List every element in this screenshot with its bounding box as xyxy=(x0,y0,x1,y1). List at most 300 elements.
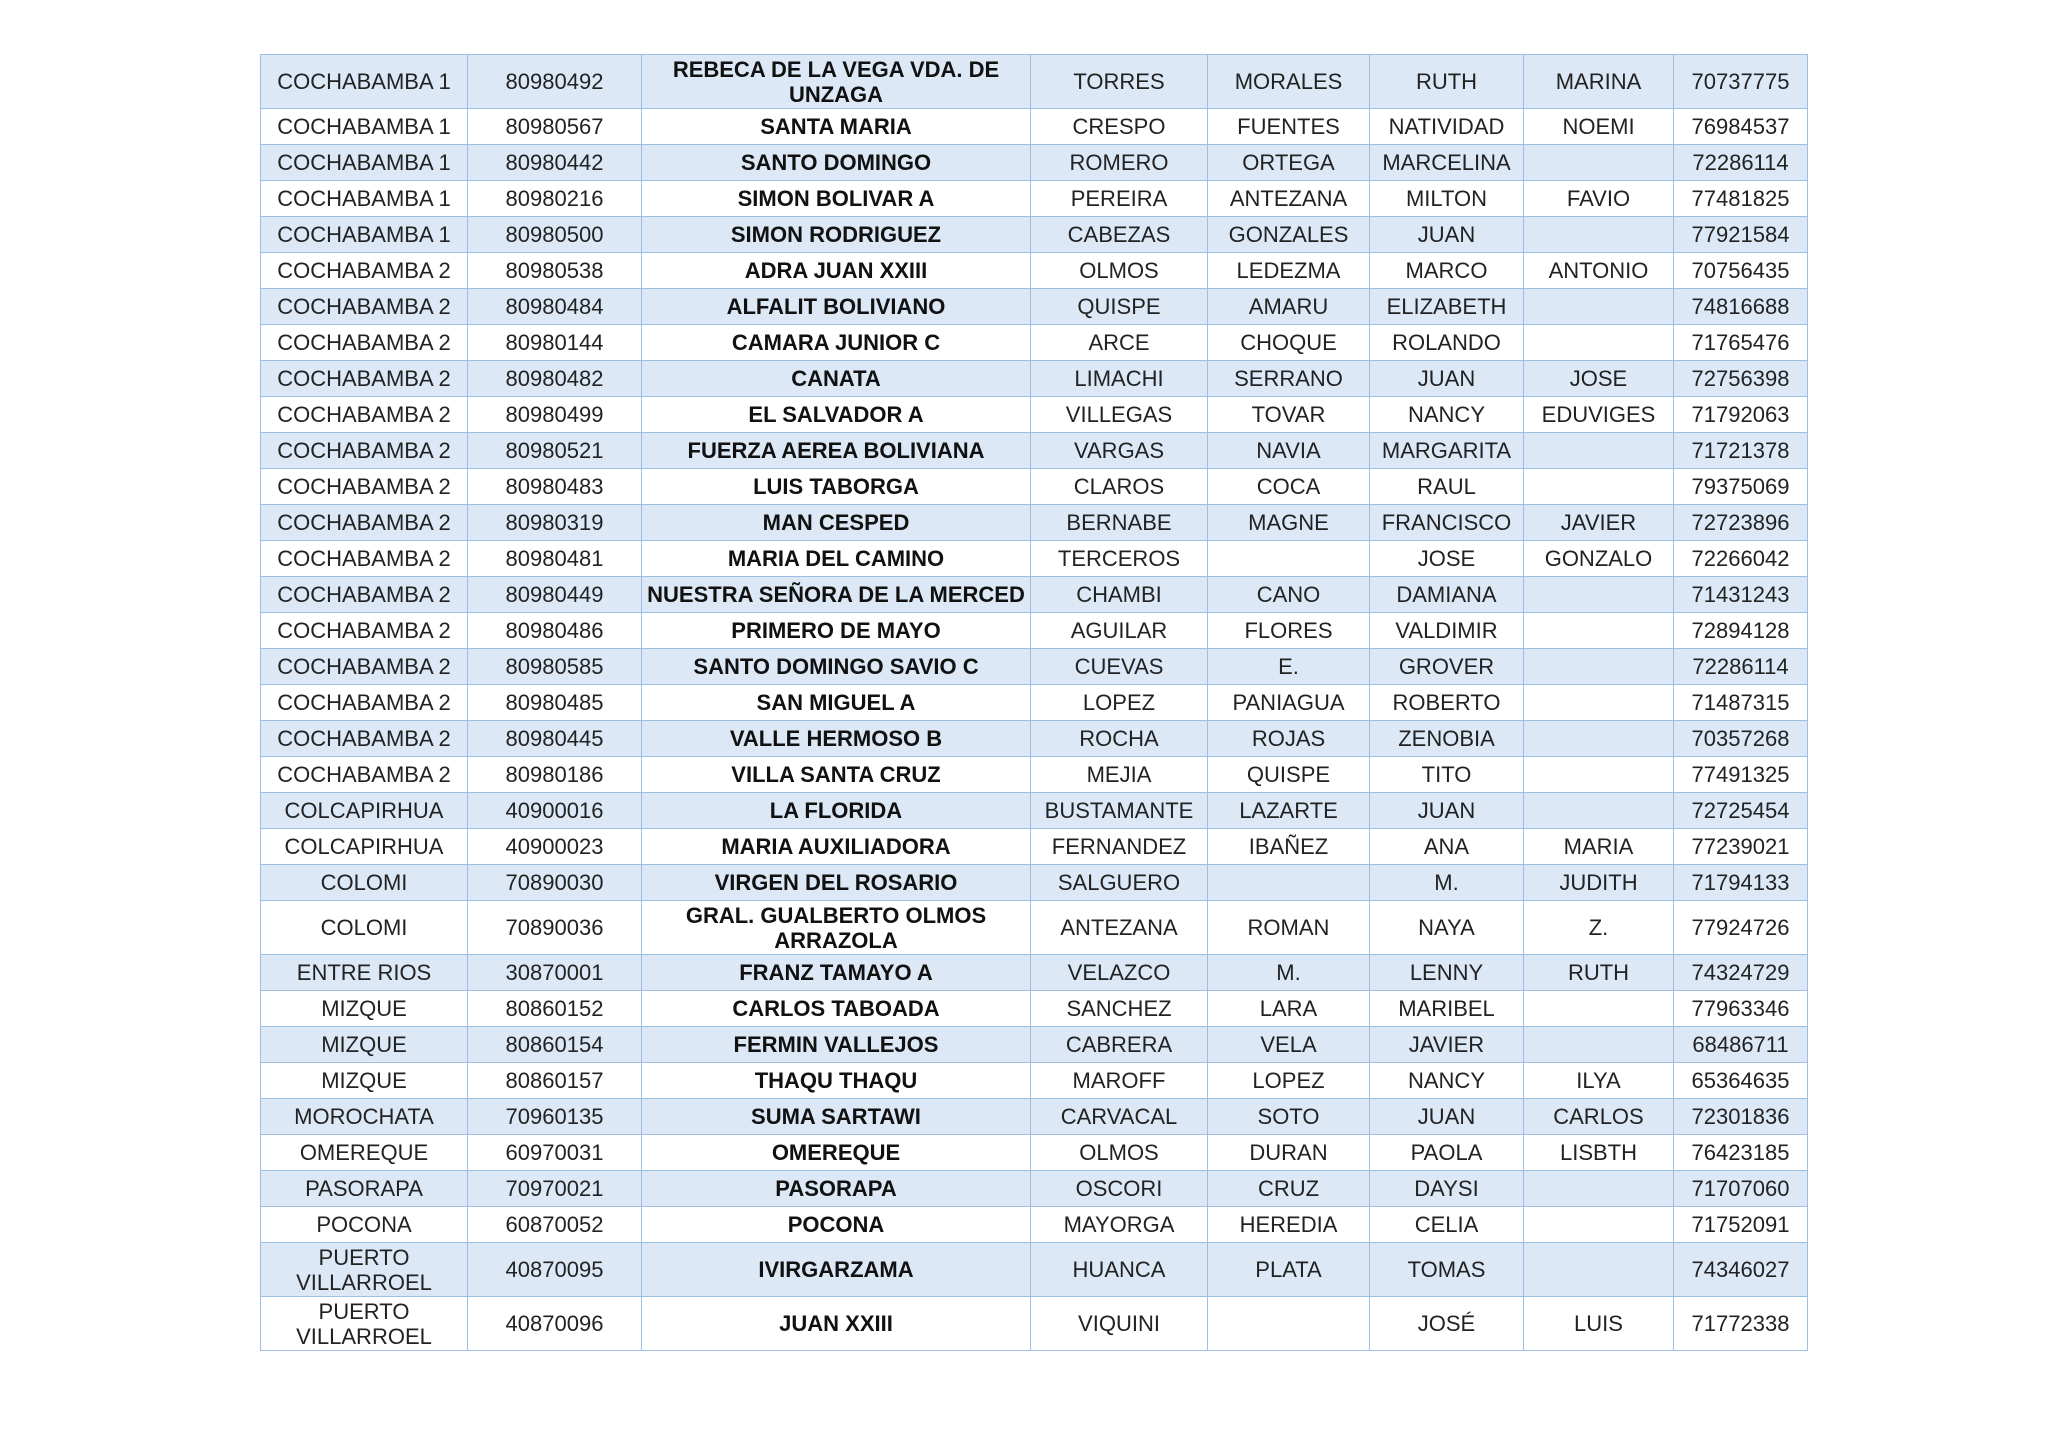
phone-cell: 77921584 xyxy=(1674,217,1808,253)
second-name-cell xyxy=(1524,469,1674,505)
paternal-surname-cell: BUSTAMANTE xyxy=(1031,793,1208,829)
maternal-surname-cell: ROJAS xyxy=(1208,721,1370,757)
code-cell: 40900023 xyxy=(468,829,642,865)
phone-cell: 72756398 xyxy=(1674,361,1808,397)
first-name-cell: NAYA xyxy=(1370,901,1524,955)
first-name-cell: ANA xyxy=(1370,829,1524,865)
code-cell: 70890036 xyxy=(468,901,642,955)
paternal-surname-cell: LIMACHI xyxy=(1031,361,1208,397)
second-name-cell xyxy=(1524,1207,1674,1243)
phone-cell: 77491325 xyxy=(1674,757,1808,793)
paternal-surname-cell: VILLEGAS xyxy=(1031,397,1208,433)
phone-cell: 72286114 xyxy=(1674,145,1808,181)
second-name-cell xyxy=(1524,613,1674,649)
table-row xyxy=(261,1099,1808,1135)
district-cell: COCHABAMBA 2 xyxy=(261,649,468,685)
school-cell: FERMIN VALLEJOS xyxy=(642,1027,1031,1063)
first-name-cell: MILTON xyxy=(1370,181,1524,217)
school-cell: IVIRGARZAMA xyxy=(642,1243,1031,1297)
maternal-surname-cell: GONZALES xyxy=(1208,217,1370,253)
second-name-cell xyxy=(1524,1027,1674,1063)
maternal-surname-cell: QUISPE xyxy=(1208,757,1370,793)
table-row xyxy=(261,217,1808,253)
maternal-surname-cell: IBAÑEZ xyxy=(1208,829,1370,865)
school-cell: NUESTRA SEÑORA DE LA MERCED xyxy=(642,577,1031,613)
maternal-surname-cell: COCA xyxy=(1208,469,1370,505)
school-cell: REBECA DE LA VEGA VDA. DE UNZAGA xyxy=(642,55,1031,109)
school-cell: ALFALIT BOLIVIANO xyxy=(642,289,1031,325)
second-name-cell: NOEMI xyxy=(1524,109,1674,145)
phone-cell: 79375069 xyxy=(1674,469,1808,505)
district-cell: COCHABAMBA 1 xyxy=(261,145,468,181)
paternal-surname-cell: CARVACAL xyxy=(1031,1099,1208,1135)
phone-cell: 71794133 xyxy=(1674,865,1808,901)
table-row xyxy=(261,145,1808,181)
table-row xyxy=(261,1027,1808,1063)
school-cell: SANTO DOMINGO SAVIO C xyxy=(642,649,1031,685)
first-name-cell: DAYSI xyxy=(1370,1171,1524,1207)
phone-cell: 72301836 xyxy=(1674,1099,1808,1135)
table-row xyxy=(261,685,1808,721)
paternal-surname-cell: ANTEZANA xyxy=(1031,901,1208,955)
paternal-surname-cell: TORRES xyxy=(1031,55,1208,109)
maternal-surname-cell: M. xyxy=(1208,955,1370,991)
table-row xyxy=(261,109,1808,145)
maternal-surname-cell: ANTEZANA xyxy=(1208,181,1370,217)
district-cell: OMEREQUE xyxy=(261,1135,468,1171)
maternal-surname-cell: CANO xyxy=(1208,577,1370,613)
paternal-surname-cell: AGUILAR xyxy=(1031,613,1208,649)
first-name-cell: NATIVIDAD xyxy=(1370,109,1524,145)
paternal-surname-cell: VIQUINI xyxy=(1031,1297,1208,1351)
code-cell: 80980481 xyxy=(468,541,642,577)
phone-cell: 71752091 xyxy=(1674,1207,1808,1243)
code-cell: 80980492 xyxy=(468,55,642,109)
district-cell: ENTRE RIOS xyxy=(261,955,468,991)
phone-cell: 72266042 xyxy=(1674,541,1808,577)
code-cell: 80980500 xyxy=(468,217,642,253)
phone-cell: 77924726 xyxy=(1674,901,1808,955)
district-cell: COLCAPIRHUA xyxy=(261,793,468,829)
school-cell: VIRGEN DEL ROSARIO xyxy=(642,865,1031,901)
district-cell: COCHABAMBA 2 xyxy=(261,613,468,649)
maternal-surname-cell: VELA xyxy=(1208,1027,1370,1063)
district-cell: COCHABAMBA 1 xyxy=(261,217,468,253)
table-row xyxy=(261,469,1808,505)
code-cell: 60970031 xyxy=(468,1135,642,1171)
district-cell: COCHABAMBA 2 xyxy=(261,361,468,397)
table-row xyxy=(261,541,1808,577)
maternal-surname-cell: CHOQUE xyxy=(1208,325,1370,361)
district-cell: COCHABAMBA 2 xyxy=(261,541,468,577)
district-cell: COLCAPIRHUA xyxy=(261,829,468,865)
code-cell: 80980483 xyxy=(468,469,642,505)
second-name-cell: FAVIO xyxy=(1524,181,1674,217)
code-cell: 80860157 xyxy=(468,1063,642,1099)
first-name-cell: M. xyxy=(1370,865,1524,901)
code-cell: 70970021 xyxy=(468,1171,642,1207)
first-name-cell: ZENOBIA xyxy=(1370,721,1524,757)
second-name-cell xyxy=(1524,757,1674,793)
district-cell: COCHABAMBA 2 xyxy=(261,289,468,325)
maternal-surname-cell: LARA xyxy=(1208,991,1370,1027)
paternal-surname-cell: HUANCA xyxy=(1031,1243,1208,1297)
phone-cell: 71487315 xyxy=(1674,685,1808,721)
paternal-surname-cell: ROMERO xyxy=(1031,145,1208,181)
second-name-cell xyxy=(1524,217,1674,253)
school-cell: CANATA xyxy=(642,361,1031,397)
table-row xyxy=(261,721,1808,757)
maternal-surname-cell: SOTO xyxy=(1208,1099,1370,1135)
maternal-surname-cell: LAZARTE xyxy=(1208,793,1370,829)
district-cell: COCHABAMBA 2 xyxy=(261,469,468,505)
second-name-cell xyxy=(1524,1243,1674,1297)
second-name-cell xyxy=(1524,145,1674,181)
paternal-surname-cell: QUISPE xyxy=(1031,289,1208,325)
second-name-cell: JAVIER xyxy=(1524,505,1674,541)
school-cell: FRANZ TAMAYO A xyxy=(642,955,1031,991)
maternal-surname-cell: FUENTES xyxy=(1208,109,1370,145)
school-cell: SIMON BOLIVAR A xyxy=(642,181,1031,217)
district-cell: PASORAPA xyxy=(261,1171,468,1207)
maternal-surname-cell: HEREDIA xyxy=(1208,1207,1370,1243)
paternal-surname-cell: OLMOS xyxy=(1031,1135,1208,1171)
first-name-cell: TOMAS xyxy=(1370,1243,1524,1297)
paternal-surname-cell: ROCHA xyxy=(1031,721,1208,757)
paternal-surname-cell: CHAMBI xyxy=(1031,577,1208,613)
school-cell: OMEREQUE xyxy=(642,1135,1031,1171)
phone-cell: 70737775 xyxy=(1674,55,1808,109)
phone-cell: 71431243 xyxy=(1674,577,1808,613)
second-name-cell xyxy=(1524,721,1674,757)
phone-cell: 77963346 xyxy=(1674,991,1808,1027)
first-name-cell: FRANCISCO xyxy=(1370,505,1524,541)
district-cell: COCHABAMBA 2 xyxy=(261,577,468,613)
phone-cell: 72725454 xyxy=(1674,793,1808,829)
second-name-cell: LUIS xyxy=(1524,1297,1674,1351)
second-name-cell: Z. xyxy=(1524,901,1674,955)
paternal-surname-cell: CLAROS xyxy=(1031,469,1208,505)
second-name-cell: EDUVIGES xyxy=(1524,397,1674,433)
table-row xyxy=(261,649,1808,685)
code-cell: 80980216 xyxy=(468,181,642,217)
first-name-cell: JUAN xyxy=(1370,793,1524,829)
school-cell: CAMARA JUNIOR C xyxy=(642,325,1031,361)
district-cell: COCHABAMBA 2 xyxy=(261,325,468,361)
second-name-cell: JUDITH xyxy=(1524,865,1674,901)
maternal-surname-cell xyxy=(1208,541,1370,577)
first-name-cell: MARCO xyxy=(1370,253,1524,289)
maternal-surname-cell: TOVAR xyxy=(1208,397,1370,433)
first-name-cell: JUAN xyxy=(1370,217,1524,253)
table-row xyxy=(261,793,1808,829)
phone-cell: 65364635 xyxy=(1674,1063,1808,1099)
phone-cell: 71765476 xyxy=(1674,325,1808,361)
first-name-cell: RUTH xyxy=(1370,55,1524,109)
school-cell: VILLA SANTA CRUZ xyxy=(642,757,1031,793)
school-cell: PRIMERO DE MAYO xyxy=(642,613,1031,649)
school-cell: LUIS TABORGA xyxy=(642,469,1031,505)
code-cell: 80980442 xyxy=(468,145,642,181)
district-cell: MOROCHATA xyxy=(261,1099,468,1135)
district-cell: COCHABAMBA 2 xyxy=(261,253,468,289)
table-row xyxy=(261,505,1808,541)
maternal-surname-cell: MAGNE xyxy=(1208,505,1370,541)
maternal-surname-cell: MORALES xyxy=(1208,55,1370,109)
table-body xyxy=(261,55,1808,1351)
second-name-cell: RUTH xyxy=(1524,955,1674,991)
paternal-surname-cell: CABRERA xyxy=(1031,1027,1208,1063)
paternal-surname-cell: PEREIRA xyxy=(1031,181,1208,217)
second-name-cell: GONZALO xyxy=(1524,541,1674,577)
first-name-cell: JOSÉ xyxy=(1370,1297,1524,1351)
first-name-cell: MARIBEL xyxy=(1370,991,1524,1027)
maternal-surname-cell: AMARU xyxy=(1208,289,1370,325)
maternal-surname-cell: PLATA xyxy=(1208,1243,1370,1297)
phone-cell: 70756435 xyxy=(1674,253,1808,289)
table-row xyxy=(261,577,1808,613)
phone-cell: 71707060 xyxy=(1674,1171,1808,1207)
phone-cell: 74346027 xyxy=(1674,1243,1808,1297)
paternal-surname-cell: OSCORI xyxy=(1031,1171,1208,1207)
phone-cell: 76423185 xyxy=(1674,1135,1808,1171)
paternal-surname-cell: ARCE xyxy=(1031,325,1208,361)
paternal-surname-cell: MAYORGA xyxy=(1031,1207,1208,1243)
code-cell: 80980186 xyxy=(468,757,642,793)
district-cell: COCHABAMBA 1 xyxy=(261,181,468,217)
first-name-cell: TITO xyxy=(1370,757,1524,793)
paternal-surname-cell: LOPEZ xyxy=(1031,685,1208,721)
code-cell: 80980484 xyxy=(468,289,642,325)
phone-cell: 72894128 xyxy=(1674,613,1808,649)
maternal-surname-cell: ORTEGA xyxy=(1208,145,1370,181)
paternal-surname-cell: VELAZCO xyxy=(1031,955,1208,991)
maternal-surname-cell: DURAN xyxy=(1208,1135,1370,1171)
code-cell: 40870096 xyxy=(468,1297,642,1351)
school-cell: CARLOS TABOADA xyxy=(642,991,1031,1027)
paternal-surname-cell: CUEVAS xyxy=(1031,649,1208,685)
first-name-cell: RAUL xyxy=(1370,469,1524,505)
maternal-surname-cell: E. xyxy=(1208,649,1370,685)
second-name-cell xyxy=(1524,793,1674,829)
maternal-surname-cell: PANIAGUA xyxy=(1208,685,1370,721)
school-cell: SUMA SARTAWI xyxy=(642,1099,1031,1135)
code-cell: 30870001 xyxy=(468,955,642,991)
second-name-cell: LISBTH xyxy=(1524,1135,1674,1171)
second-name-cell: ANTONIO xyxy=(1524,253,1674,289)
school-cell: JUAN XXIII xyxy=(642,1297,1031,1351)
district-cell: COCHABAMBA 2 xyxy=(261,433,468,469)
paternal-surname-cell: CRESPO xyxy=(1031,109,1208,145)
first-name-cell: GROVER xyxy=(1370,649,1524,685)
paternal-surname-cell: MEJIA xyxy=(1031,757,1208,793)
code-cell: 80980445 xyxy=(468,721,642,757)
code-cell: 80980144 xyxy=(468,325,642,361)
paternal-surname-cell: FERNANDEZ xyxy=(1031,829,1208,865)
table-row xyxy=(261,1135,1808,1171)
phone-cell: 71721378 xyxy=(1674,433,1808,469)
maternal-surname-cell xyxy=(1208,865,1370,901)
code-cell: 70890030 xyxy=(468,865,642,901)
phone-cell: 72286114 xyxy=(1674,649,1808,685)
school-cell: SIMON RODRIGUEZ xyxy=(642,217,1031,253)
code-cell: 80980449 xyxy=(468,577,642,613)
maternal-surname-cell: FLORES xyxy=(1208,613,1370,649)
school-cell: THAQU THAQU xyxy=(642,1063,1031,1099)
school-cell: EL SALVADOR A xyxy=(642,397,1031,433)
table-row xyxy=(261,433,1808,469)
table-row xyxy=(261,829,1808,865)
first-name-cell: DAMIANA xyxy=(1370,577,1524,613)
code-cell: 80980521 xyxy=(468,433,642,469)
maternal-surname-cell: LOPEZ xyxy=(1208,1063,1370,1099)
maternal-surname-cell: NAVIA xyxy=(1208,433,1370,469)
first-name-cell: CELIA xyxy=(1370,1207,1524,1243)
school-cell: LA FLORIDA xyxy=(642,793,1031,829)
table-row xyxy=(261,1243,1808,1297)
code-cell: 70960135 xyxy=(468,1099,642,1135)
school-cell: SANTA MARIA xyxy=(642,109,1031,145)
phone-cell: 70357268 xyxy=(1674,721,1808,757)
table-row xyxy=(261,325,1808,361)
first-name-cell: JOSE xyxy=(1370,541,1524,577)
district-cell: COCHABAMBA 2 xyxy=(261,757,468,793)
school-cell: MARIA DEL CAMINO xyxy=(642,541,1031,577)
table-row xyxy=(261,1297,1808,1351)
first-name-cell: JAVIER xyxy=(1370,1027,1524,1063)
table-row xyxy=(261,1063,1808,1099)
phone-cell: 71772338 xyxy=(1674,1297,1808,1351)
second-name-cell xyxy=(1524,1171,1674,1207)
paternal-surname-cell: MAROFF xyxy=(1031,1063,1208,1099)
table-row xyxy=(261,901,1808,955)
paternal-surname-cell: BERNABE xyxy=(1031,505,1208,541)
phone-cell: 77239021 xyxy=(1674,829,1808,865)
first-name-cell: NANCY xyxy=(1370,397,1524,433)
phone-cell: 68486711 xyxy=(1674,1027,1808,1063)
first-name-cell: ELIZABETH xyxy=(1370,289,1524,325)
second-name-cell: MARIA xyxy=(1524,829,1674,865)
second-name-cell: JOSE xyxy=(1524,361,1674,397)
phone-cell: 77481825 xyxy=(1674,181,1808,217)
code-cell: 60870052 xyxy=(468,1207,642,1243)
table-row xyxy=(261,1171,1808,1207)
school-cell: ADRA JUAN XXIII xyxy=(642,253,1031,289)
district-cell: PUERTO VILLARROEL xyxy=(261,1297,468,1351)
first-name-cell: JUAN xyxy=(1370,361,1524,397)
first-name-cell: ROBERTO xyxy=(1370,685,1524,721)
district-cell: COCHABAMBA 2 xyxy=(261,721,468,757)
second-name-cell: MARINA xyxy=(1524,55,1674,109)
first-name-cell: MARCELINA xyxy=(1370,145,1524,181)
paternal-surname-cell: OLMOS xyxy=(1031,253,1208,289)
paternal-surname-cell: SALGUERO xyxy=(1031,865,1208,901)
code-cell: 40870095 xyxy=(468,1243,642,1297)
code-cell: 80980538 xyxy=(468,253,642,289)
maternal-surname-cell: LEDEZMA xyxy=(1208,253,1370,289)
second-name-cell xyxy=(1524,685,1674,721)
table-row xyxy=(261,757,1808,793)
table-row xyxy=(261,955,1808,991)
table-row xyxy=(261,613,1808,649)
table-row xyxy=(261,289,1808,325)
code-cell: 80860154 xyxy=(468,1027,642,1063)
code-cell: 80980585 xyxy=(468,649,642,685)
school-cell: MAN CESPED xyxy=(642,505,1031,541)
table-row xyxy=(261,397,1808,433)
second-name-cell xyxy=(1524,325,1674,361)
schools-table xyxy=(260,54,1808,1351)
code-cell: 80980319 xyxy=(468,505,642,541)
phone-cell: 72723896 xyxy=(1674,505,1808,541)
second-name-cell xyxy=(1524,577,1674,613)
code-cell: 80980482 xyxy=(468,361,642,397)
first-name-cell: VALDIMIR xyxy=(1370,613,1524,649)
district-cell: COCHABAMBA 1 xyxy=(261,109,468,145)
district-cell: COCHABAMBA 2 xyxy=(261,685,468,721)
code-cell: 40900016 xyxy=(468,793,642,829)
district-cell: MIZQUE xyxy=(261,1063,468,1099)
paternal-surname-cell: CABEZAS xyxy=(1031,217,1208,253)
maternal-surname-cell: SERRANO xyxy=(1208,361,1370,397)
maternal-surname-cell: CRUZ xyxy=(1208,1171,1370,1207)
district-cell: MIZQUE xyxy=(261,991,468,1027)
paternal-surname-cell: TERCEROS xyxy=(1031,541,1208,577)
district-cell: COCHABAMBA 2 xyxy=(261,505,468,541)
phone-cell: 74816688 xyxy=(1674,289,1808,325)
first-name-cell: LENNY xyxy=(1370,955,1524,991)
school-cell: SANTO DOMINGO xyxy=(642,145,1031,181)
district-cell: POCONA xyxy=(261,1207,468,1243)
phone-cell: 76984537 xyxy=(1674,109,1808,145)
code-cell: 80860152 xyxy=(468,991,642,1027)
district-cell: COLOMI xyxy=(261,865,468,901)
second-name-cell xyxy=(1524,433,1674,469)
table-row xyxy=(261,55,1808,109)
second-name-cell: ILYA xyxy=(1524,1063,1674,1099)
school-cell: SAN MIGUEL A xyxy=(642,685,1031,721)
paternal-surname-cell: VARGAS xyxy=(1031,433,1208,469)
first-name-cell: MARGARITA xyxy=(1370,433,1524,469)
first-name-cell: PAOLA xyxy=(1370,1135,1524,1171)
table-row xyxy=(261,865,1808,901)
table-row xyxy=(261,1207,1808,1243)
school-cell: MARIA AUXILIADORA xyxy=(642,829,1031,865)
district-cell: COLOMI xyxy=(261,901,468,955)
second-name-cell xyxy=(1524,991,1674,1027)
phone-cell: 74324729 xyxy=(1674,955,1808,991)
district-cell: MIZQUE xyxy=(261,1027,468,1063)
first-name-cell: ROLANDO xyxy=(1370,325,1524,361)
table-row xyxy=(261,361,1808,397)
school-cell: VALLE HERMOSO B xyxy=(642,721,1031,757)
school-cell: FUERZA AEREA BOLIVIANA xyxy=(642,433,1031,469)
second-name-cell: CARLOS xyxy=(1524,1099,1674,1135)
code-cell: 80980485 xyxy=(468,685,642,721)
second-name-cell xyxy=(1524,289,1674,325)
district-cell: PUERTO VILLARROEL xyxy=(261,1243,468,1297)
code-cell: 80980486 xyxy=(468,613,642,649)
school-cell: PASORAPA xyxy=(642,1171,1031,1207)
district-cell: COCHABAMBA 2 xyxy=(261,397,468,433)
first-name-cell: NANCY xyxy=(1370,1063,1524,1099)
second-name-cell xyxy=(1524,649,1674,685)
first-name-cell: JUAN xyxy=(1370,1099,1524,1135)
district-cell: COCHABAMBA 1 xyxy=(261,55,468,109)
school-cell: GRAL. GUALBERTO OLMOS ARRAZOLA xyxy=(642,901,1031,955)
table-row xyxy=(261,181,1808,217)
table-row xyxy=(261,253,1808,289)
